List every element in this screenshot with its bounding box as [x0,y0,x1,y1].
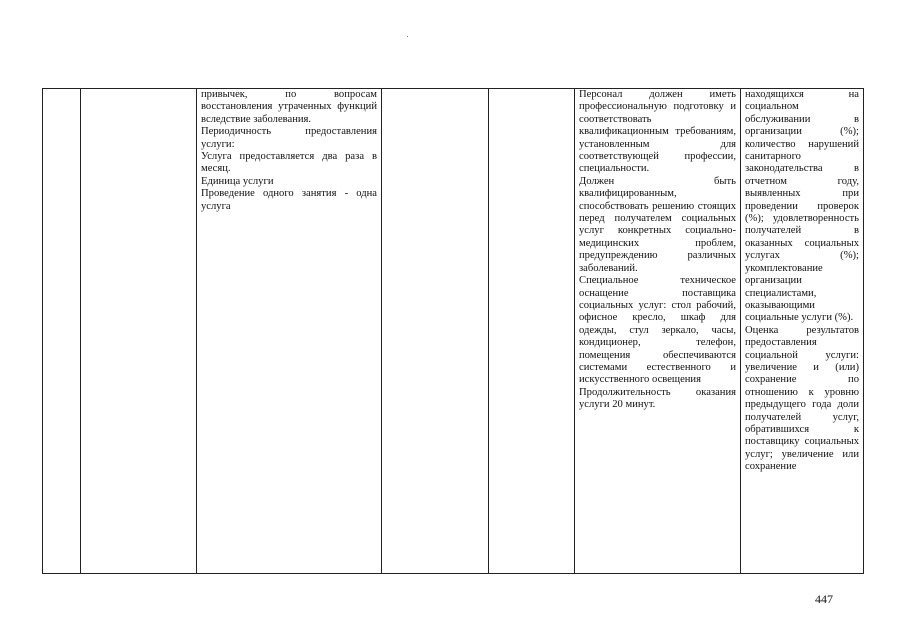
quality-indicators-cell [745,89,859,573]
scan-speck [407,36,408,37]
paragraph: Персонал должен иметь профессиональную подготовку и соответствовать квалификационным требованиям, установленным для соответствующей профессии, специальности. [579,89,736,175]
paragraph: Оценка результатов предоставления социальной услуги: увеличение и (или) сохранение по отношению к уровню предыдущего года доли получателей услуг, обратившихся к поставщику социальных услуг; увеличение или сохранение [745,324,859,473]
paragraph: Должен быть квалифицированным, способствовать решению стоящих перед получателем социальных услуг конкретных социально-медицинских проблем, предупреждению различных заболеваний. [579,175,736,274]
service-description-cell [201,89,377,213]
column-divider [488,88,489,574]
column-divider [381,88,382,574]
paragraph: находящихся на социальном обслуживании в организации (%); количество нарушений санитарного законодательства в отчетном году, выявленных при проведении проверок (%); удовлетворенность получателей в оказанных социальных услугах (%); укомплектование организации специалистами, оказывающими социальные услуги (%). [745,89,859,324]
paragraph: Услуга предоставляется два раза в месяц. [201,151,377,175]
paragraph: Специальное техническое оснащение поставщика социальных услуг: стол рабочий, офисное кресло, шкаф для одежды, стул зеркало, часы, кондиционер, телефон, помещения обеспечиваются системами естественного и искусственного освещения [579,275,736,386]
paragraph: Единица услуги [201,175,274,187]
column-divider [740,88,741,574]
service-conditions-cell [579,89,736,412]
column-divider [42,88,43,574]
column-divider [196,88,197,574]
column-divider [574,88,575,574]
column-divider [863,88,864,574]
paragraph: Продолжительность оказания услуги 20 минут. [579,386,736,411]
paragraph: привычек, по вопросам восстановления утраченных функций вследствие заболевания. [201,89,377,125]
column-divider [80,88,81,574]
paragraph: Периодичность предоставления услуги: [201,126,377,150]
paragraph: Проведение одного занятия - одна услуга [201,188,377,212]
page-number: 447 [815,592,833,606]
